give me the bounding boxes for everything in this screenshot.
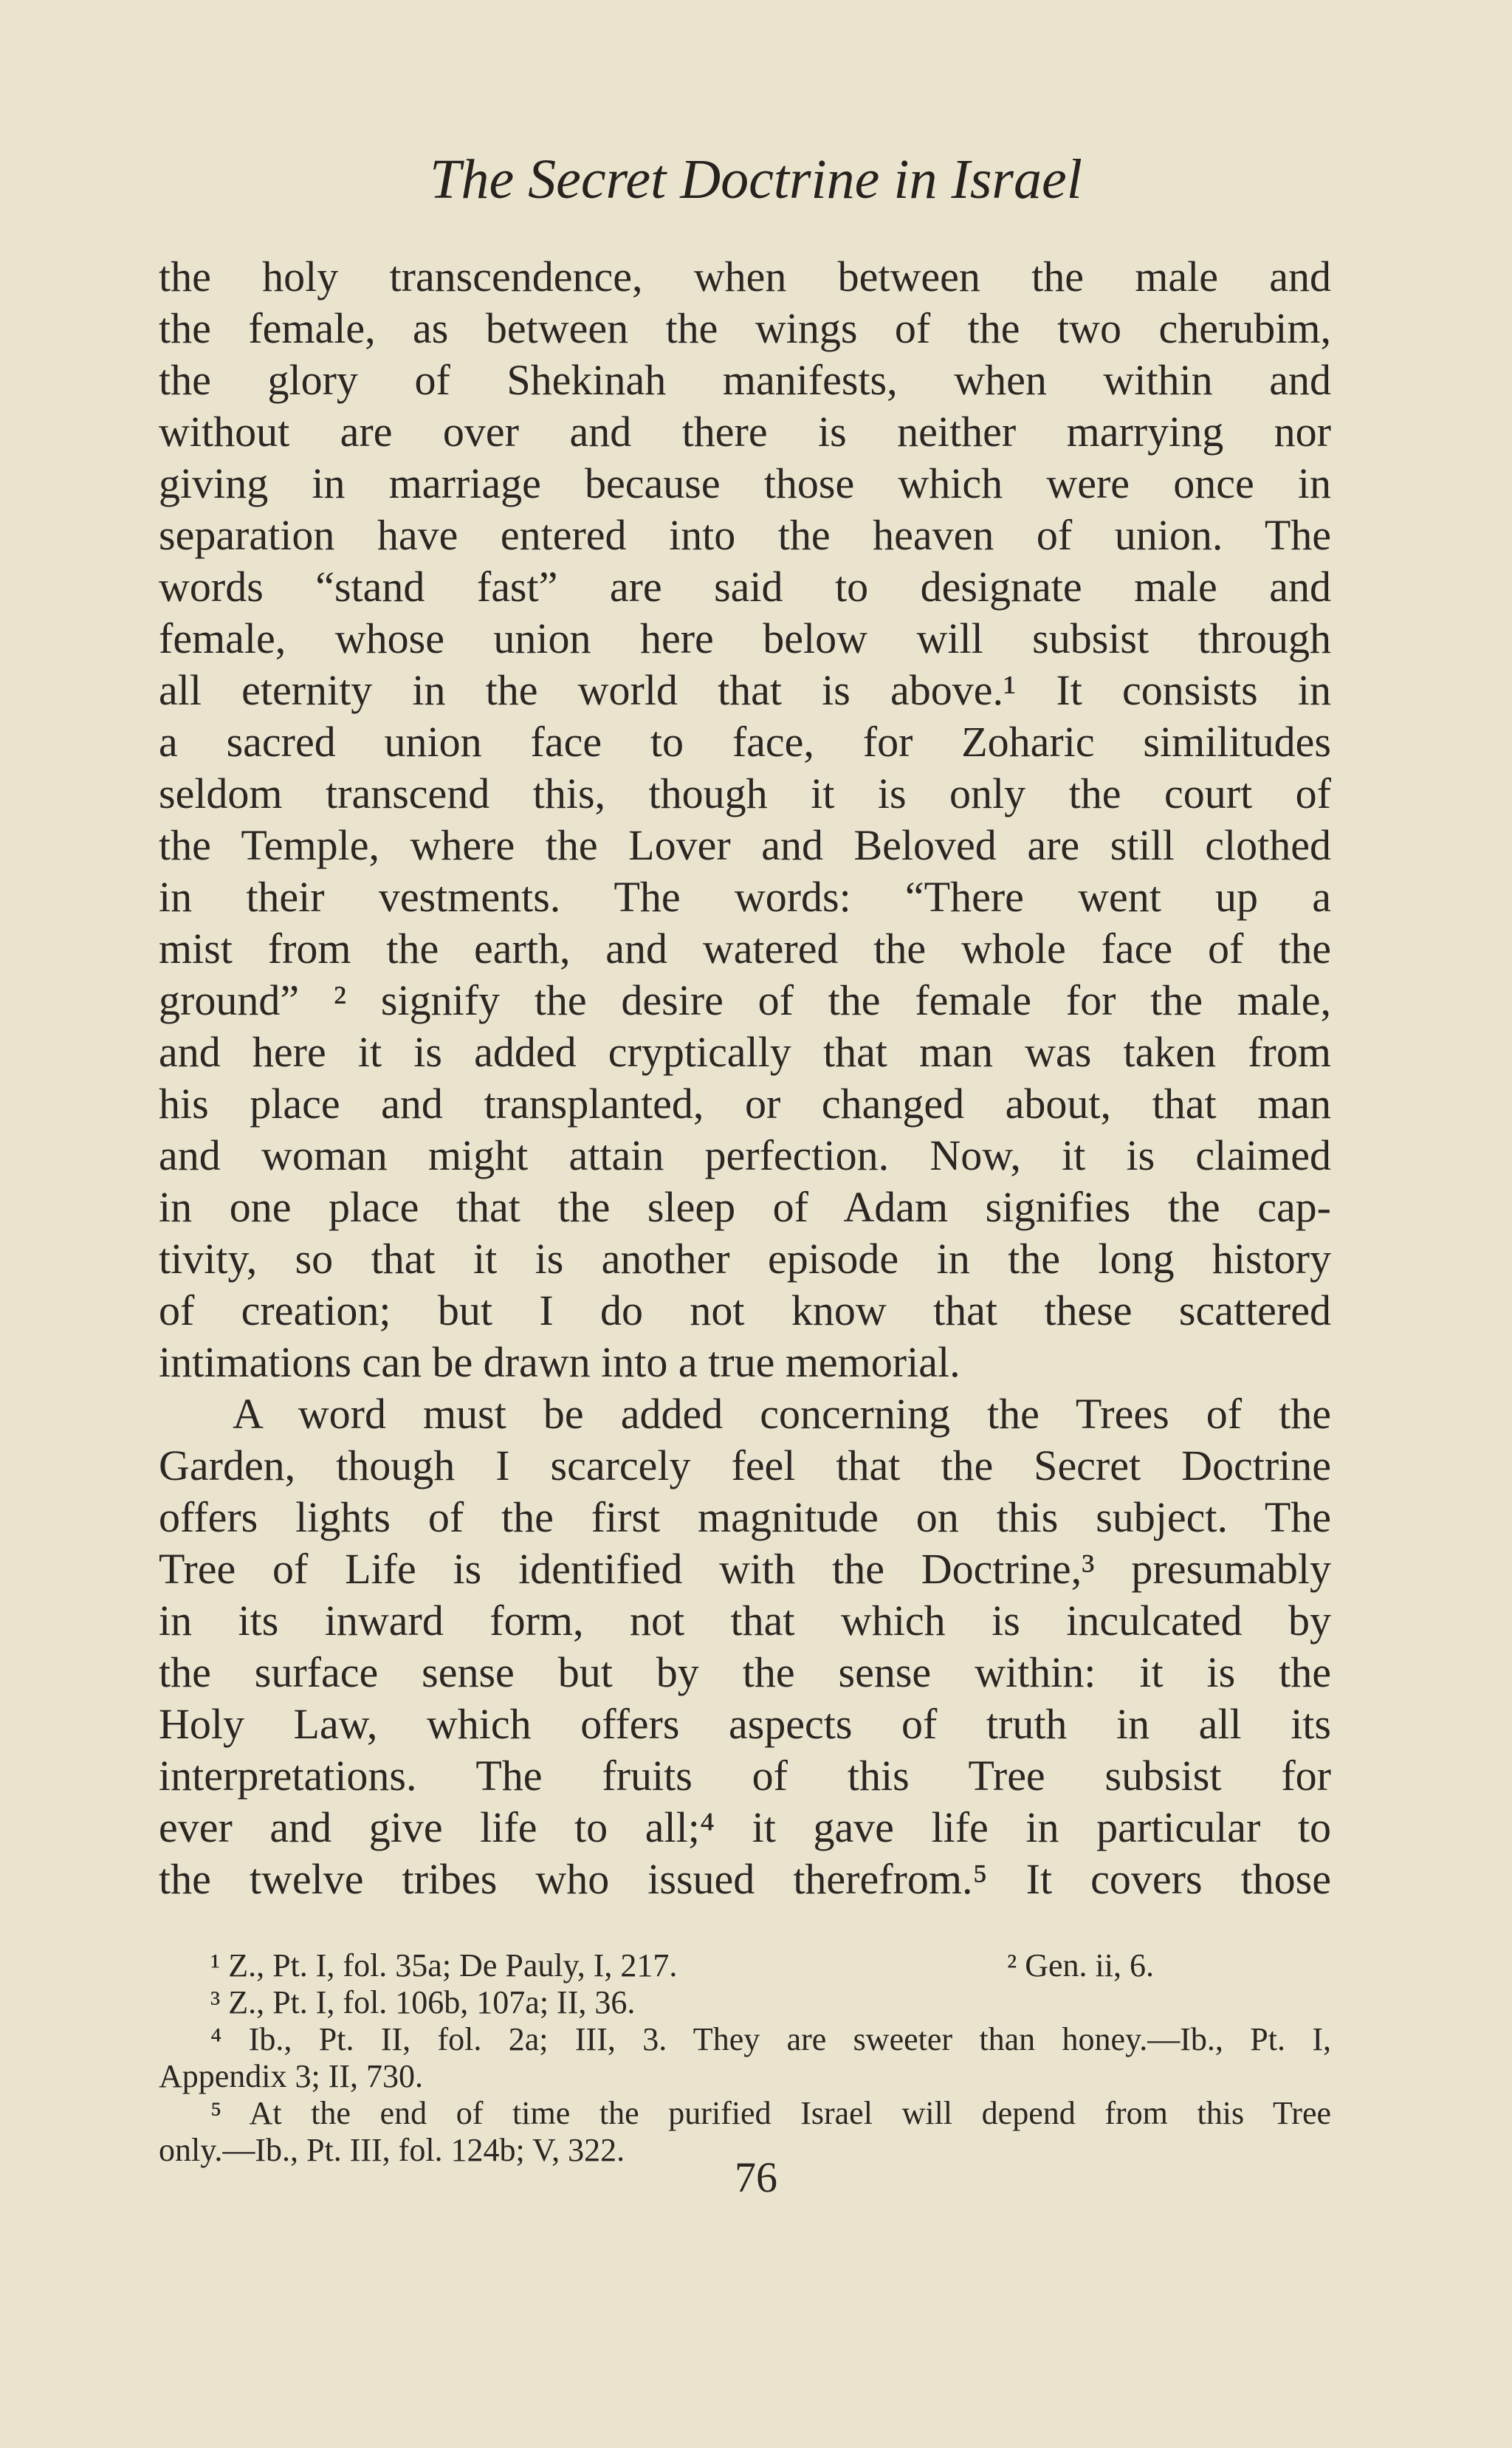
body-line: the glory of Shekinah manifests, when within and: [159, 356, 1331, 404]
running-head: The Secret Doctrine in Israel: [430, 148, 1082, 210]
body-line: seldom transcend this, though it is only the court of: [159, 769, 1331, 817]
footnote-line: [159, 1947, 1331, 1984]
body-line: Tree of Life is identified with the Doctrine,³ presumably: [159, 1545, 1331, 1593]
footnote-5-continued: only.—Ib., Pt. III, fol. 124b; V, 322.: [159, 2132, 625, 2168]
body-line: intimations can be drawn into a true memorial.: [159, 1338, 961, 1386]
body-line: the holy transcendence, when between the male and: [159, 253, 1331, 301]
body-line: A word must be added concerning the Trees of the: [233, 1390, 1331, 1438]
body-line: Holy Law, which offers aspects of truth in all its: [159, 1700, 1331, 1748]
body-line: the surface sense but by the sense within: it is the: [159, 1648, 1331, 1696]
page-number: 76: [735, 2153, 777, 2201]
body-line: in its inward form, not that which is inculcated by: [159, 1597, 1331, 1645]
footnote-5: ⁵ At the end of time the purified Israel will depend from this Tree: [210, 2095, 1331, 2131]
body-line: in their vestments. The words: “There went up a: [159, 873, 1331, 921]
body-line: giving in marriage because those which were once in: [159, 459, 1331, 507]
body-line: offers lights of the first magnitude on this subject. The: [159, 1493, 1331, 1541]
body-line: in one place that the sleep of Adam signifies the cap-: [159, 1183, 1331, 1231]
body-line: and woman might attain perfection. Now, it is claimed: [159, 1131, 1331, 1179]
body-line: the Temple, where the Lover and Beloved are still clothed: [159, 821, 1331, 869]
body-line: female, whose union here below will subsist through: [159, 614, 1331, 662]
body-line: a sacred union face to face, for Zoharic similitudes: [159, 718, 1331, 766]
body-text: [159, 251, 1331, 1905]
footnote-4-continued: Appendix 3; II, 730.: [159, 2058, 424, 2094]
body-line: of creation; but I do not know that these scattered: [159, 1286, 1331, 1334]
body-line: the female, as between the wings of the two cherubim,: [159, 304, 1331, 352]
body-line: tivity, so that it is another episode in the long history: [159, 1235, 1331, 1283]
body-line: words “stand fast” are said to designate male and: [159, 563, 1331, 611]
body-line: ever and give life to all;⁴ it gave life in particular to: [159, 1803, 1331, 1851]
body-line: ground” ² signify the desire of the female for the male,: [159, 976, 1331, 1024]
body-line: and here it is added cryptically that man was taken from: [159, 1028, 1331, 1076]
body-line: interpretations. The fruits of this Tree subsist for: [159, 1752, 1331, 1800]
body-line: all eternity in the world that is above.¹ It consists in: [159, 666, 1331, 714]
footnotes: [159, 1947, 1331, 2169]
footnote-1: ¹ Z., Pt. I, fol. 35a; De Pauly, I, 217.: [210, 1947, 678, 1984]
body-line: separation have entered into the heaven of union. The: [159, 511, 1331, 559]
body-line: Garden, though I scarcely feel that the Secret Doctrine: [159, 1441, 1331, 1489]
footnote-3: ³ Z., Pt. I, fol. 106b, 107a; II, 36.: [210, 1984, 636, 2020]
body-line: mist from the earth, and watered the whole face of the: [159, 925, 1331, 973]
body-line: the twelve tribes who issued therefrom.⁵ It covers those: [159, 1855, 1331, 1903]
body-line: without are over and there is neither marrying nor: [159, 408, 1331, 456]
footnote-2: ² Gen. ii, 6.: [1007, 1947, 1154, 1984]
footnote-4: ⁴ Ib., Pt. II, fol. 2a; III, 3. They are sweeter than honey.—Ib., Pt. I,: [210, 2021, 1331, 2057]
body-line: his place and transplanted, or changed about, that man: [159, 1080, 1331, 1128]
